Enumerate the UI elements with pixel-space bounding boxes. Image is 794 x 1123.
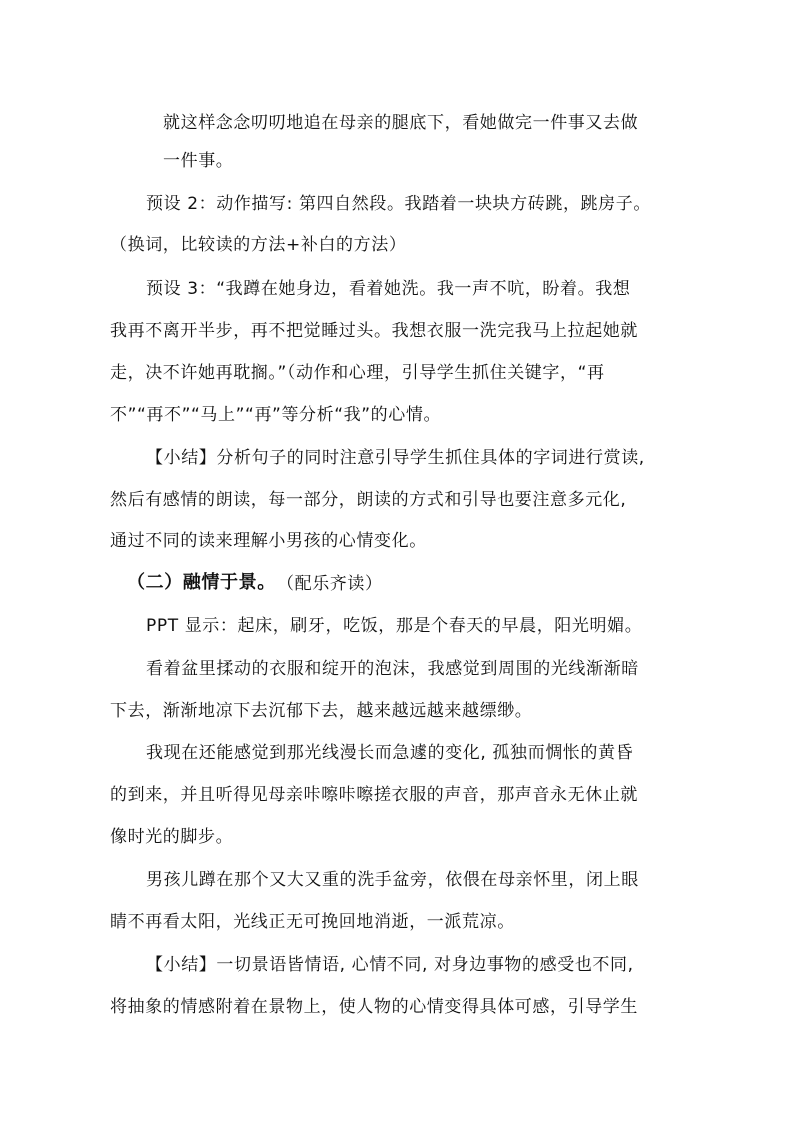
paragraph-line: 就这样念念叨叨地追在母亲的腿底下，看她做完一件事又去做 [163,113,639,133]
paragraph-line: 我现在还能感觉到那光线漫长而急遽的变化, 孤独而惆怅的黄昏 [146,743,634,763]
paragraph-line: 的到来，并且听得见母亲咔嚓咔嚓搓衣服的声音，那声音永无休止就 [110,785,638,805]
paragraph-line: 像时光的脚步。 [110,827,234,847]
preset-3-line: 走，决不许她再耽搁。”（动作和心理，引导学生抓住关键字，“再 [110,363,605,383]
summary-line: 然后有感情的朗读，每一部分，朗读的方式和引导也要注意多元化, [110,490,627,510]
preset-2-line: （换词，比较读的方法+补白的方法） [110,235,407,255]
paragraph-line: 看着盆里揉动的衣服和绽开的泡沫，我感觉到周围的光线渐渐暗 [146,659,639,679]
paragraph-line: 睛不再看太阳，光线正无可挽回地消逝，一派荒凉。 [110,912,515,932]
section-heading: （二）融情于景。 [127,572,276,593]
summary-line: 通过不同的读来理解小男孩的心情变化。 [110,531,427,551]
ppt-line: PPT 显示：起床，刷牙，吃饭，那是个春天的早晨，阳光明媚。 [146,616,643,636]
preset-3-line: 预设 3：“我蹲在她身边，看着她洗。我一声不吭，盼着。我想 [146,279,631,299]
paragraph-line: 下去，渐渐地凉下去沉郁下去，越来越远越来越缥缈。 [110,701,533,721]
summary-line: 将抽象的情感附着在景物上，使人物的心情变得具体可感，引导学生 [110,997,638,1017]
preset-3-line: 我再不离开半步，再不把觉睡过头。我想衣服一洗完我马上拉起她就 [110,321,638,341]
paragraph-line: 一件事。 [163,151,234,171]
section-heading-note: （配乐齐读） [277,574,383,594]
paragraph-line: 男孩儿蹲在那个又大又重的洗手盆旁，依偎在母亲怀里，闭上眼 [146,870,639,890]
summary-line: 【小结】分析句子的同时注意引导学生抓住具体的字词进行赏读, [146,448,645,468]
preset-3-line: 不”“再不”“马上”“再”等分析“我”的心情。 [110,405,442,425]
preset-2-line: 预设 2：动作描写: 第四自然段。我踏着一块块方砖跳，跳房子。 [146,194,651,214]
summary-line: 【小结】一切景语皆情语, 心情不同, 对身边事物的感受也不同, [146,955,634,975]
